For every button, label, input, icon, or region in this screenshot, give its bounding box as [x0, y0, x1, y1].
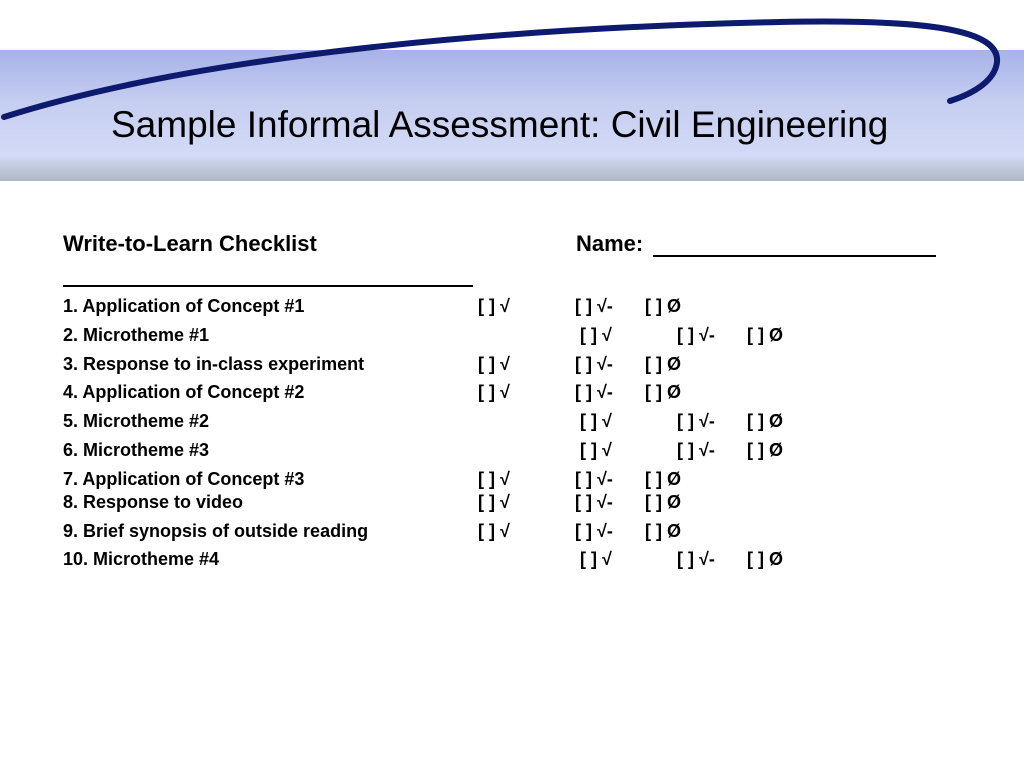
check-minus-option[interactable]: [ ] √- [677, 440, 715, 460]
checklist-row [0, 411, 1024, 433]
check-option[interactable]: [ ] √ [478, 382, 510, 402]
item-label: 6. Microtheme #3 [63, 440, 210, 460]
page-title: Sample Informal Assessment: Civil Engineering [111, 104, 889, 145]
check-minus-option[interactable]: [ ] √- [575, 521, 613, 541]
checklist-heading: Write-to-Learn Checklist [63, 231, 317, 256]
checklist-row [0, 521, 1024, 543]
zero-option[interactable]: [ ] Ø [645, 521, 681, 541]
zero-option[interactable]: [ ] Ø [645, 354, 681, 374]
item-label: 7. Application of Concept #3 [63, 469, 305, 489]
zero-option[interactable]: [ ] Ø [747, 549, 783, 569]
check-option[interactable]: [ ] √ [478, 469, 510, 489]
zero-option[interactable]: [ ] Ø [645, 492, 681, 512]
check-option[interactable]: [ ] √ [478, 521, 510, 541]
checklist-row [0, 549, 1024, 571]
check-option[interactable]: [ ] √ [580, 549, 612, 569]
item-label: 2. Microtheme #1 [63, 325, 210, 345]
item-label: 8. Response to video [63, 492, 244, 512]
item-label: 3. Response to in-class experiment [63, 354, 365, 374]
item-label: 10. Microtheme #4 [63, 549, 220, 569]
check-option[interactable]: [ ] √ [478, 296, 510, 316]
checklist-row [0, 325, 1024, 347]
check-minus-option[interactable]: [ ] √- [575, 469, 613, 489]
check-option[interactable]: [ ] √ [580, 325, 612, 345]
checklist-row [0, 440, 1024, 462]
check-option[interactable]: [ ] √ [478, 354, 510, 374]
item-label: 5. Microtheme #2 [63, 411, 210, 431]
zero-option[interactable]: [ ] Ø [747, 411, 783, 431]
checklist-row [0, 469, 1024, 491]
check-minus-option[interactable]: [ ] √- [677, 411, 715, 431]
name-blank-line[interactable] [653, 233, 936, 257]
item-label: 4. Application of Concept #2 [63, 382, 305, 402]
heading-divider [63, 285, 473, 287]
name-label: Name: [576, 231, 644, 256]
zero-option[interactable]: [ ] Ø [645, 469, 681, 489]
check-minus-option[interactable]: [ ] √- [575, 354, 613, 374]
item-label: 1. Application of Concept #1 [63, 296, 305, 316]
zero-option[interactable]: [ ] Ø [645, 382, 681, 402]
check-option[interactable]: [ ] √ [580, 411, 612, 431]
checklist-row [0, 354, 1024, 376]
check-minus-option[interactable]: [ ] √- [575, 382, 613, 402]
zero-option[interactable]: [ ] Ø [645, 296, 681, 316]
zero-option[interactable]: [ ] Ø [747, 325, 783, 345]
checklist-row [0, 382, 1024, 404]
checklist-row [0, 296, 1024, 318]
name-field [576, 231, 936, 257]
check-option[interactable]: [ ] √ [580, 440, 612, 460]
zero-option[interactable]: [ ] Ø [747, 440, 783, 460]
item-label: 9. Brief synopsis of outside reading [63, 521, 369, 541]
check-minus-option[interactable]: [ ] √- [677, 549, 715, 569]
check-option[interactable]: [ ] √ [478, 492, 510, 512]
check-minus-option[interactable]: [ ] √- [575, 492, 613, 512]
check-minus-option[interactable]: [ ] √- [575, 296, 613, 316]
checklist-row [0, 492, 1024, 514]
check-minus-option[interactable]: [ ] √- [677, 325, 715, 345]
